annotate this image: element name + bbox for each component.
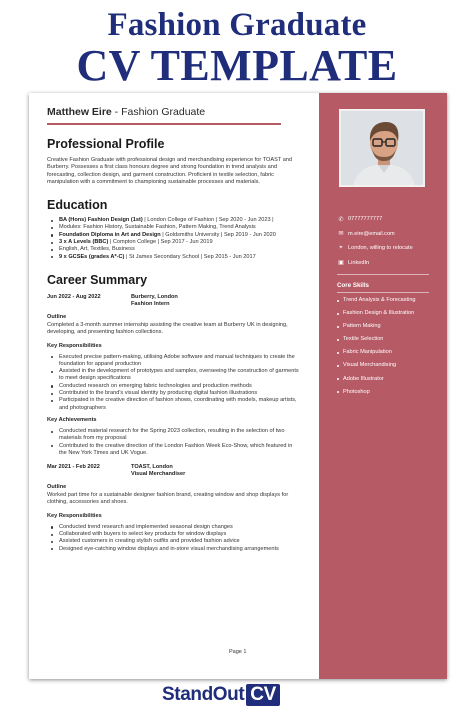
contact-list (337, 212, 413, 270)
job-outline: Worked part time for a sustainable designer fashion brand, creating window and shop displays for clothing, accessories and shoes. (47, 492, 289, 506)
list-item: Executed precise pattern-making, utilising Adobe software and manual techniques to create the foundation for apparel production (47, 354, 301, 369)
responsibilities-list (47, 524, 301, 553)
list-item: Collaborated with buyers to select key products for window displays (47, 531, 301, 538)
sidebar-divider (337, 292, 429, 293)
list-item: Participated in the creative direction of fashion shows, coordinating with models, makeup artists, and photographers (47, 397, 301, 412)
job-header (47, 464, 301, 478)
responsibilities-label: Key Responsibilities (47, 512, 102, 519)
list-item: Designed eye-catching window displays and in-store visual merchandising arrangements (47, 546, 301, 553)
list-item: Contributed to the creative direction of the London Fashion Week Eco-Show, which featured in the New York Times and UK Vogue. (47, 443, 301, 458)
job-header (47, 294, 301, 308)
location-pin-icon: ⌖ (339, 244, 343, 251)
skill-item: Pattern Making (337, 323, 431, 336)
responsibilities-label: Key Responsibilities (47, 342, 102, 349)
phone-icon: ✆ (338, 216, 344, 223)
cv-sidebar (319, 93, 447, 679)
job-outline: Completed a 3-month summer internship assisting the creative team at Burberry UK in designing, developing, and presenting fashion collections. (47, 321, 288, 336)
job-dates: Mar 2021 - Feb 2022 (47, 464, 100, 471)
education-item: 9 x GCSEs (grades A*-C) | St James Secondary School | Sep 2015 - Jun 2017 (47, 254, 301, 261)
cv-role: - Fashion Graduate (111, 106, 206, 118)
profile-photo (339, 109, 425, 187)
career-title: Career Summary (47, 272, 148, 287)
contact-email: ✉ m.eire@email.com (338, 230, 395, 238)
list-item: Conducted material research for the Spring 2023 collection, resulting in the selection of two materials from my proposal (47, 428, 301, 443)
education-item: Foundation Diploma in Art and Design | Goldsmiths University | Sep 2019 - Jun 2020 (47, 232, 301, 239)
achievements-label: Key Achievements (47, 416, 97, 423)
profile-title: Professional Profile (47, 137, 165, 151)
page-subheadline: CV TEMPLATE (76, 41, 398, 90)
skill-item: Photoshop (337, 389, 431, 402)
skill-item: Textile Selection (337, 336, 431, 349)
job-dates: Jun 2022 - Aug 2022 (47, 293, 101, 300)
education-list (47, 217, 301, 261)
list-item: Assisted customers in creating stylish outfits and provided fashion advice (47, 538, 301, 545)
job-position: Visual Merchandiser (131, 471, 186, 478)
job-company: TOAST, London (131, 464, 173, 471)
cv-sheet (29, 93, 447, 679)
page-number: Page 1 (229, 649, 247, 655)
achievements-list (47, 428, 301, 457)
page-headline: Fashion Graduate (107, 7, 367, 43)
job-position: Fashion Intern (131, 300, 170, 307)
education-item: BA (Hons) Fashion Design (1st) | London College of Fashion | Sep 2020 - Jun 2023 | (47, 217, 301, 224)
list-item: Assisted in the development of prototypes and samples, overseeing the construction of garments to meet design specifications (47, 368, 301, 383)
job-company: Burberry, London (131, 293, 178, 300)
profile-text: Creative Fashion Graduate with professional design and merchandising experience for TOAST and Burberry. Possesses a first class honours degree and strong foundation in trend analysis and forecasting, collection design, and garment construction. Proficient in textile selection, fabric manipulation with a commitment to championing sustainable processes and materials. (47, 157, 293, 185)
education-title: Education (47, 198, 108, 213)
education-item: 3 x A Levels (BBC) | Compton College | Sep 2017 - Jun 2019 (47, 239, 301, 246)
name-divider (47, 123, 281, 125)
cv-name: Matthew Eire (47, 106, 112, 118)
skills-list (337, 297, 431, 402)
outline-label: Outline (47, 484, 67, 491)
contact-linkedin[interactable]: ▣ LinkedIn (338, 259, 370, 267)
contact-location: ⌖ London, willing to relocate (337, 241, 413, 256)
list-item: Contributed to the brand's visual identity by producing digital fashion illustrations (47, 390, 301, 397)
cv-name-line (47, 106, 301, 118)
sidebar-divider (337, 274, 429, 275)
outline-label: Outline (47, 313, 67, 320)
email-icon: ✉ (338, 231, 344, 238)
skill-item: Adobe Illustrator (337, 376, 431, 389)
skill-item: Fabric Manipulation (337, 349, 431, 362)
education-item: Modules: Fashion History, Sustainable Fashion, Pattern Making, Trend Analysis (47, 224, 301, 231)
contact-phone: ✆ 07777777777 (338, 216, 383, 223)
skill-item: Fashion Design & Illustration (337, 310, 431, 323)
list-item: Conducted trend research and implemented seasonal design changes (47, 524, 301, 531)
education-item: English, Art, Textiles, Business (47, 246, 301, 253)
linkedin-icon: ▣ (338, 260, 344, 267)
skill-item: Trend Analysis & Forecasting (337, 297, 431, 310)
brand-logo: StandOut CV (162, 684, 280, 706)
list-item: Conducted research on emerging fabric technologies and production methods (47, 383, 301, 390)
responsibilities-list (47, 354, 301, 412)
skills-title: Core Skills (337, 282, 369, 289)
skill-item: Visual Merchandising (337, 362, 431, 375)
cv-main-column (29, 93, 319, 679)
